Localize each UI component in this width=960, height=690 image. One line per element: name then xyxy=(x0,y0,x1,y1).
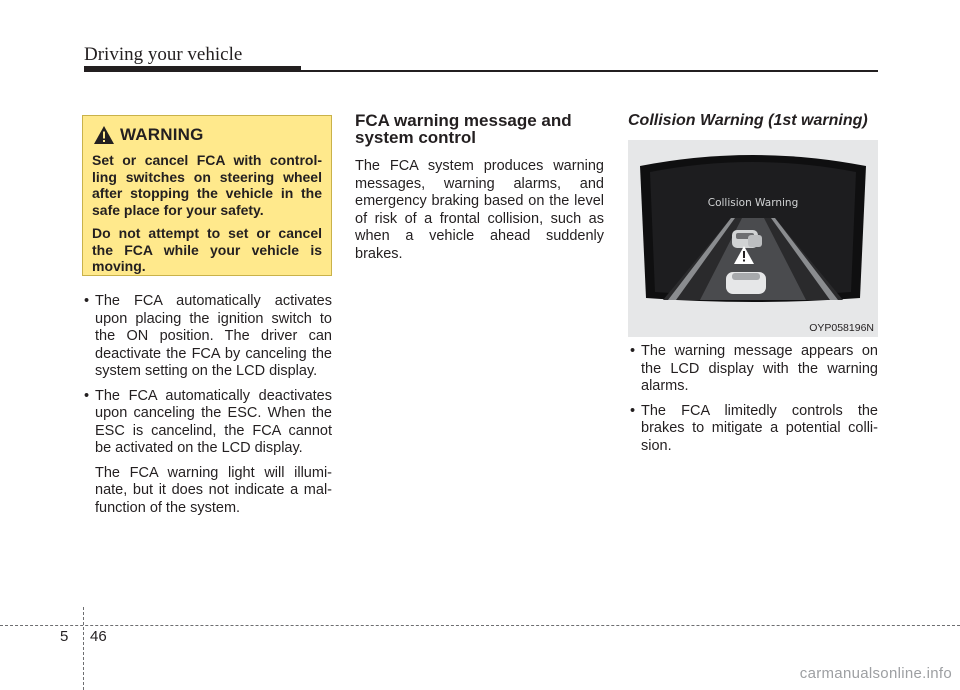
page-number: 46 xyxy=(90,628,107,645)
list-item-text: The FCA limitedly controls the brakes to mitigate a potential colli-sion. xyxy=(641,402,878,454)
lcd-display-illustration xyxy=(628,140,878,337)
bullet-dot: • xyxy=(84,293,90,309)
warning-box xyxy=(82,115,332,276)
bullet-dot: • xyxy=(630,402,636,419)
chapter-number: 5 xyxy=(60,628,69,645)
list-item-text: The FCA automatically activates upon placing the ignition switch to the ON position. The driver can deactivate the FCA by canceling the system setting on the LCD display. xyxy=(95,293,332,379)
warning-triangle-icon xyxy=(93,125,115,145)
header-rule-thin xyxy=(301,70,878,72)
header-rule-thick xyxy=(84,66,301,72)
column3-bullet-list xyxy=(628,343,878,462)
lcd-message-text: Collision Warning xyxy=(707,197,799,209)
column1-bullet-list xyxy=(82,293,332,517)
list-item xyxy=(82,293,332,381)
warning-heading xyxy=(93,124,322,146)
footer-dashed-divider xyxy=(83,607,84,690)
list-item xyxy=(628,343,878,396)
collision-warning-figure xyxy=(628,140,878,337)
bullet-dot: • xyxy=(84,387,90,404)
figure-code: OYP058196N xyxy=(809,322,874,334)
watermark: carmanualsonline.info xyxy=(799,665,952,682)
list-item-text: The FCA automatically deactivates upon canceling the ESC. When the ESC is cancelind, the FCA cannot be activated on the LCD display. xyxy=(95,387,332,456)
column1-note: The FCA warning light will illumi-nate, but it does not indicate a mal-function of the system. xyxy=(95,464,332,516)
footer-dashed-rule xyxy=(0,625,960,626)
warning-paragraph: Set or cancel FCA with control-ling switches on steering wheel after stopping the vehicle in the safe place for your safety. xyxy=(92,152,322,218)
section-heading: FCA warning message and system control xyxy=(355,111,572,147)
list-item xyxy=(82,388,332,458)
section-body: The FCA system produces warning messages, warning alarms, and emergency braking based on the level of risk of a frontal collision, such as when a vehicle ahead suddenly brakes. xyxy=(355,158,604,262)
page-header-title: Driving your vehicle xyxy=(84,44,243,65)
bullet-dot: • xyxy=(630,343,636,359)
column3 xyxy=(628,112,878,130)
subsection-heading: Collision Warning (1st warning) xyxy=(628,112,868,129)
list-item-text: The warning message appears on the LCD display with the warning alarms. xyxy=(641,343,878,394)
warning-heading-text: WARNING xyxy=(120,125,204,144)
warning-paragraph: Do not attempt to set or cancel the FCA while your vehicle is moving. xyxy=(92,225,322,274)
column2 xyxy=(355,112,604,263)
list-item xyxy=(628,403,878,456)
